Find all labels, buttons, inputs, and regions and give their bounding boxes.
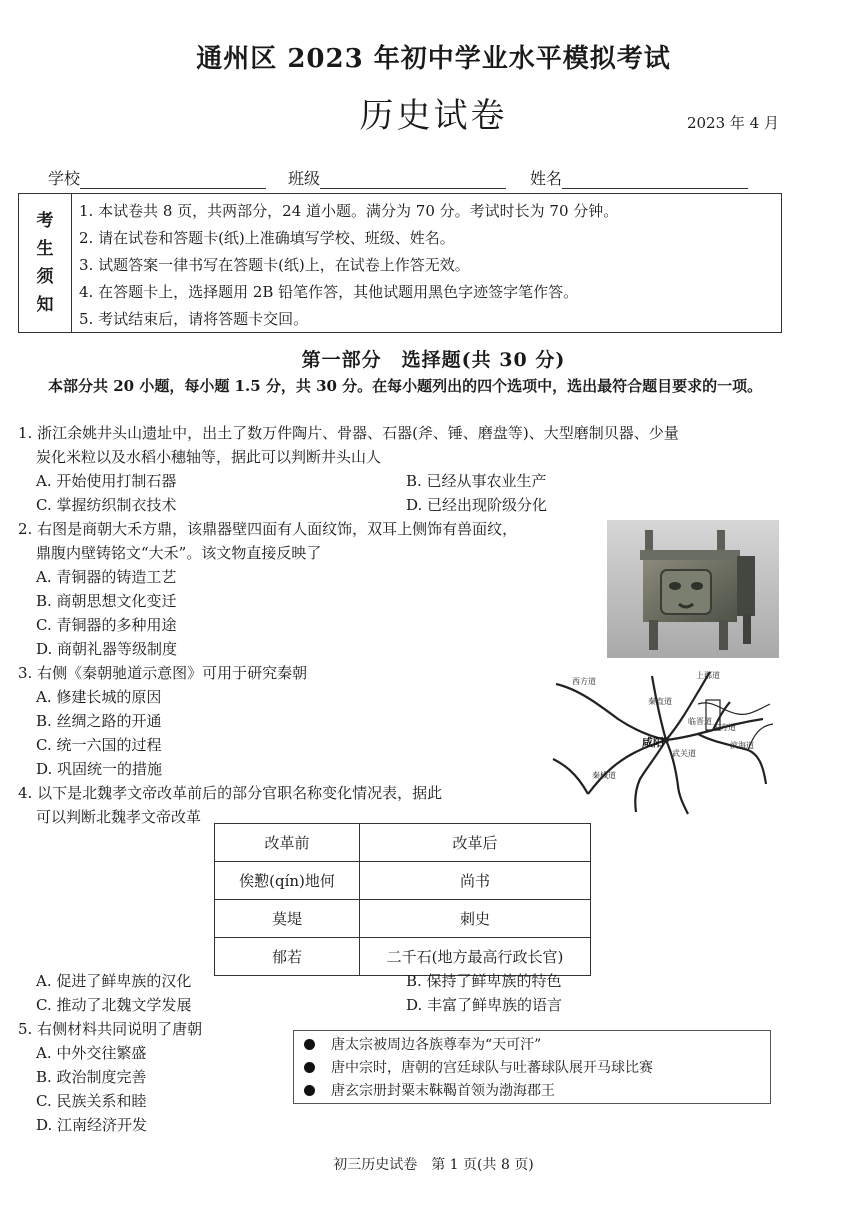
bullet-icon: [304, 1039, 315, 1050]
q3-option-a[interactable]: A. 修建长城的原因: [36, 688, 162, 706]
table-cell: 莫堤: [215, 900, 360, 938]
notice-item: 1. 本试卷共 8 页，共两部分，24 道小题。满分为 70 分。考试时长为 70 分钟。: [79, 202, 619, 220]
q1-option-d[interactable]: D. 已经出现阶级分化: [406, 496, 548, 514]
q4-stem-line1: 4. 以下是北魏孝文帝改革前后的部分官职名称变化情况表，据此: [18, 784, 443, 802]
exam-title: 通州区 2023 年初中学业水平模拟考试: [196, 44, 671, 74]
map-label-shu: 秦栈道: [592, 771, 616, 780]
q5-option-a[interactable]: A. 中外交往繁盛: [36, 1044, 147, 1062]
q1-stem-line2: 炭化米粒以及水稻小穗轴等，据此可以判断井头山人: [36, 448, 382, 466]
table-header: 改革前: [215, 824, 360, 862]
name-field[interactable]: [530, 166, 748, 189]
map-label-north: 秦直道: [648, 697, 672, 706]
bronze-ding-illustration: [607, 520, 779, 658]
q4-option-d[interactable]: D. 丰富了鲜卑族的语言: [406, 996, 563, 1014]
qin-road-map: [548, 664, 778, 816]
material-item: 唐中宗时，唐朝的宫廷球队与吐蕃球队展开马球比赛: [304, 1057, 653, 1077]
map-label-capital: 咸阳: [642, 736, 664, 749]
q2-option-a[interactable]: A. 青铜器的铸造工艺: [36, 568, 177, 586]
q4-option-a[interactable]: A. 促进了鲜卑族的汉化: [36, 972, 192, 990]
notice-label: 考 生 须 知: [19, 194, 72, 332]
q1-option-c[interactable]: C. 掌握纺织制衣技术: [36, 496, 177, 514]
q1-option-a[interactable]: A. 开始使用打制石器: [36, 472, 177, 490]
notice-item: 5. 考试结束后，请将答题卡交回。: [79, 310, 309, 328]
q1-stem-line1: 1. 浙江余姚井头山遗址中，出土了数万件陶片、骨器、石器(斧、锤、磨盘等)、大型磨制贝器、少量: [18, 424, 679, 442]
table-cell: 俟懃(qín)地何: [215, 862, 360, 900]
table-cell: 郁若: [215, 938, 360, 976]
school-line[interactable]: [80, 170, 266, 189]
q2-option-c[interactable]: C. 青铜器的多种用途: [36, 616, 177, 634]
q3-option-c[interactable]: C. 统一六国的过程: [36, 736, 162, 754]
material-item: 唐玄宗册封粟末靺鞨首领为渤海郡王: [304, 1080, 555, 1100]
notice-item: 2. 请在试卷和答题卡(纸)上准确填写学校、班级、姓名。: [79, 229, 455, 247]
part1-intro: 本部分共 20 小题，每小题 1.5 分，共 30 分。在每小题列出的四个选项中，选出最符合题目要求的一项。: [48, 377, 763, 395]
q5-stem: 5. 右侧材料共同说明了唐朝: [18, 1020, 203, 1038]
exam-subtitle: 历史试卷: [359, 96, 508, 136]
name-line[interactable]: [562, 170, 748, 189]
q2-option-b[interactable]: B. 商朝思想文化变迁: [36, 592, 177, 610]
table-cell: 尚书: [360, 862, 591, 900]
table-header-row: [215, 824, 591, 862]
q3-option-b[interactable]: B. 丝绸之路的开通: [36, 712, 162, 730]
q3-stem: 3. 右侧《秦朝驰道示意图》可用于研究秦朝: [18, 664, 308, 682]
school-field[interactable]: [48, 166, 266, 189]
table-row: [215, 862, 591, 900]
q2-stem-line1: 2. 右图是商朝大禾方鼎，该鼎器壁四面有人面纹饰，双耳上侧饰有兽面纹，: [18, 520, 518, 538]
school-label: 学校: [48, 169, 81, 188]
bullet-icon: [304, 1085, 315, 1096]
page-footer: 初三历史试卷 第 1 页(共 8 页): [333, 1157, 534, 1173]
official-title-table: [214, 823, 591, 976]
q4-option-c[interactable]: C. 推动了北魏文学发展: [36, 996, 192, 1014]
notice-items: [79, 198, 618, 333]
table-cell: 二千石(地方最高行政长官): [360, 938, 591, 976]
notice-item: 4. 在答题卡上，选择题用 2B 铅笔作答，其他试题用黑色字迹签字笔作答。: [79, 283, 579, 301]
class-label: 班级: [288, 169, 321, 188]
map-label-linjin: 临晋道: [688, 717, 712, 726]
notice-item: 3. 试题答案一律书写在答题卡(纸)上，在试卷上作答无效。: [79, 256, 470, 274]
table-row: [215, 900, 591, 938]
q2-stem-line2: 鼎腹内壁铸铭文“大禾”。该文物直接反映了: [36, 544, 322, 562]
q5-option-b[interactable]: B. 政治制度完善: [36, 1068, 147, 1086]
map-label-east: 东方道: [712, 723, 736, 732]
map-label-south: 武关道: [672, 749, 696, 758]
q4-option-b[interactable]: B. 保持了鲜卑族的特色: [406, 972, 562, 990]
exam-date: 2023 年 4 月: [686, 114, 779, 132]
map-label-west: 西方道: [572, 677, 596, 686]
class-field[interactable]: [288, 166, 506, 189]
q5-option-c[interactable]: C. 民族关系和睦: [36, 1092, 147, 1110]
table-header: 改革后: [360, 824, 591, 862]
bullet-icon: [304, 1062, 315, 1073]
q5-option-d[interactable]: D. 江南经济开发: [36, 1116, 148, 1134]
table-cell: 刺史: [360, 900, 591, 938]
map-label-upper: 上郡道: [696, 671, 720, 680]
name-label: 姓名: [530, 169, 563, 188]
part1-title: 第一部分 选择题(共 30 分): [301, 349, 566, 371]
q4-stem-line2: 可以判断北魏孝文帝改革: [36, 808, 202, 826]
class-line[interactable]: [320, 170, 506, 189]
material-item: 唐太宗被周边各族尊奉为“天可汗”: [304, 1034, 541, 1054]
q2-option-d[interactable]: D. 商朝礼器等级制度: [36, 640, 178, 658]
q3-option-d[interactable]: D. 巩固统一的措施: [36, 760, 163, 778]
q5-materials-box: [293, 1030, 771, 1104]
map-label-binhai: 滨海道: [730, 741, 754, 750]
q1-option-b[interactable]: B. 已经从事农业生产: [406, 472, 547, 490]
bronze-ding-image: [607, 520, 779, 658]
exam-notice-box: [18, 193, 782, 333]
qin-road-map-svg: [548, 664, 778, 816]
